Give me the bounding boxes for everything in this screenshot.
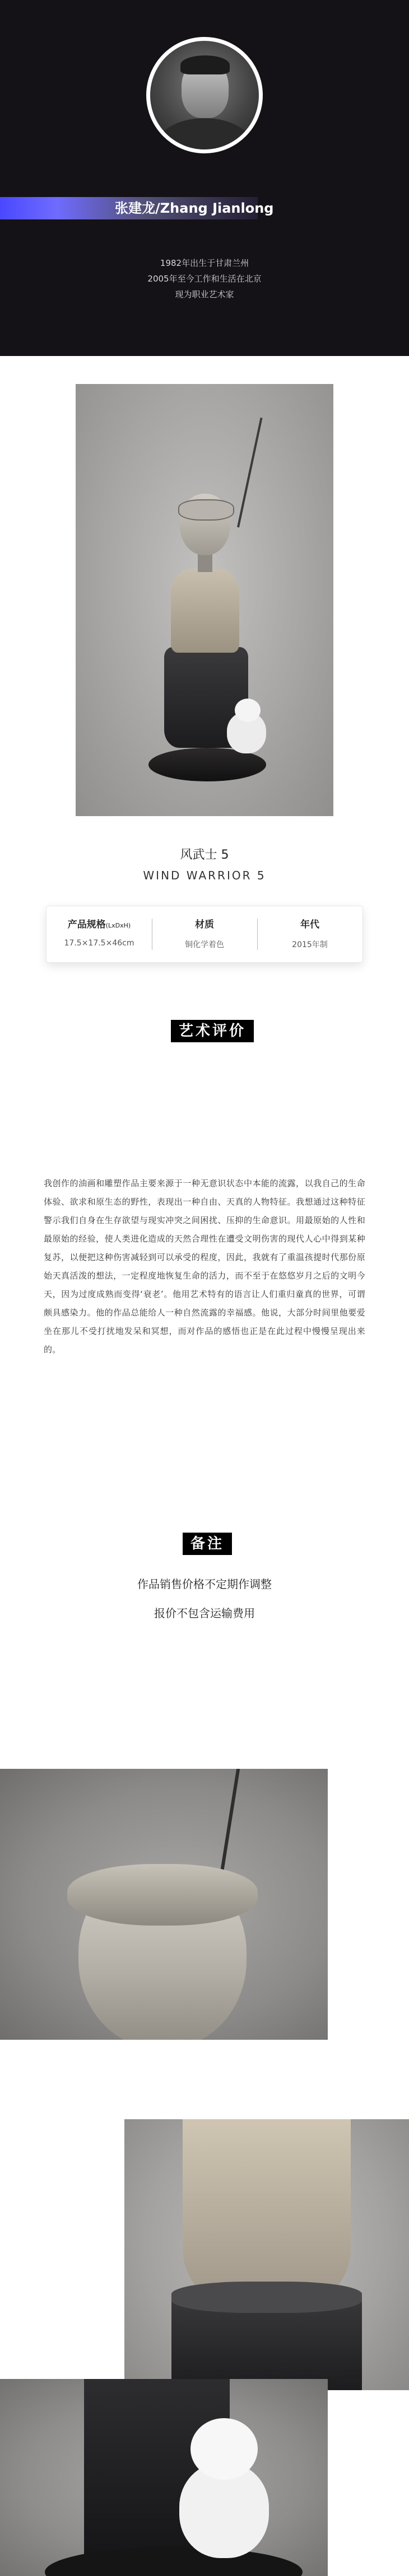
- detail-photo-head: [0, 1769, 328, 2040]
- spec-material: [152, 906, 257, 962]
- bio-line: 2005年至今工作和生活在北京: [147, 274, 262, 284]
- bio-line: 现为职业艺术家: [175, 289, 234, 299]
- artwork-title-cn: 风武士 5: [180, 848, 229, 862]
- detail-belt: [171, 2282, 362, 2313]
- portrait-shirt: [155, 118, 254, 149]
- sculpture-torso: [171, 569, 239, 653]
- artist-name: 张建龙/Zhang Jianlong: [115, 200, 274, 216]
- portrait-hair: [180, 55, 230, 74]
- spec-size-value: 17.5×17.5×46cm: [64, 939, 134, 948]
- spec-year-label: 年代: [300, 919, 319, 930]
- sculpture-antenna: [237, 418, 262, 527]
- artist-portrait: [150, 41, 259, 149]
- detail-torso: [183, 2119, 351, 2304]
- sculpture-blindfold: [178, 499, 234, 521]
- detail-bear-head: [190, 2418, 258, 2480]
- spec-size-unit: (LxDxH): [105, 922, 131, 929]
- note-line: 报价不包含运输费用: [154, 1607, 255, 1620]
- detail-photo-torso: [124, 2119, 409, 2390]
- sculpture-bear-head: [235, 699, 261, 722]
- detail-base: [45, 2547, 303, 2576]
- detail-photo-base: [0, 2379, 328, 2576]
- review-title: 艺术评价: [171, 1020, 254, 1042]
- review-body: 我创作的油画和雕塑作品主要来源于一种无意识状态中本能的流露，以我自己的生命体验、欲求和原生态的野性，表现出一种自由、天真的人物特征。我想通过这种特征警示我们自身在生存欲望与现实冲突之间困扰、压抑的生命意识。用最原始的人性和最原始的经验，使人类进化造成的天然合理性在遭受文明伤害的现代人心中得到某种复苏，以便把这种伤害减轻到可以承受的程度，因此，我就有了重温孩提时代那份原始天真活泼的想法，一定程度地恢复生命的活力，而不至于在悠悠岁月之后的文明今天，因为过度成熟而变得‘衰老’。他用艺术特有的语言让人们重归童真的世界，可谓颇具感染力。他的作品总能给人一种自然流露的幸福感。他说，大部分时间里他要爱坐在那儿不受打扰地发呆和冥想，而对作品的感悟也正是在此过程中慢慢呈现出来的。: [44, 1178, 365, 1355]
- artist-bio: [0, 255, 409, 302]
- sculpture-photo: [76, 384, 333, 816]
- detail-blindfold: [67, 1864, 258, 1926]
- bio-line: 1982年出生于甘肃兰州: [160, 258, 249, 268]
- artwork-title-en: WIND WARRIOR 5: [143, 869, 266, 882]
- spec-material-label: 材质: [195, 919, 214, 930]
- spec-year-value: 2015年制: [292, 940, 328, 949]
- spec-year: [257, 906, 362, 962]
- spec-material-value: 铜化学着色: [185, 940, 224, 949]
- notes-title: 备注: [183, 1533, 232, 1555]
- note-line: 作品销售价格不定期作调整: [137, 1577, 272, 1591]
- spec-table: [47, 906, 362, 962]
- avatar: [146, 37, 263, 153]
- spec-size: [47, 906, 152, 962]
- spec-size-label: 产品规格: [67, 919, 106, 930]
